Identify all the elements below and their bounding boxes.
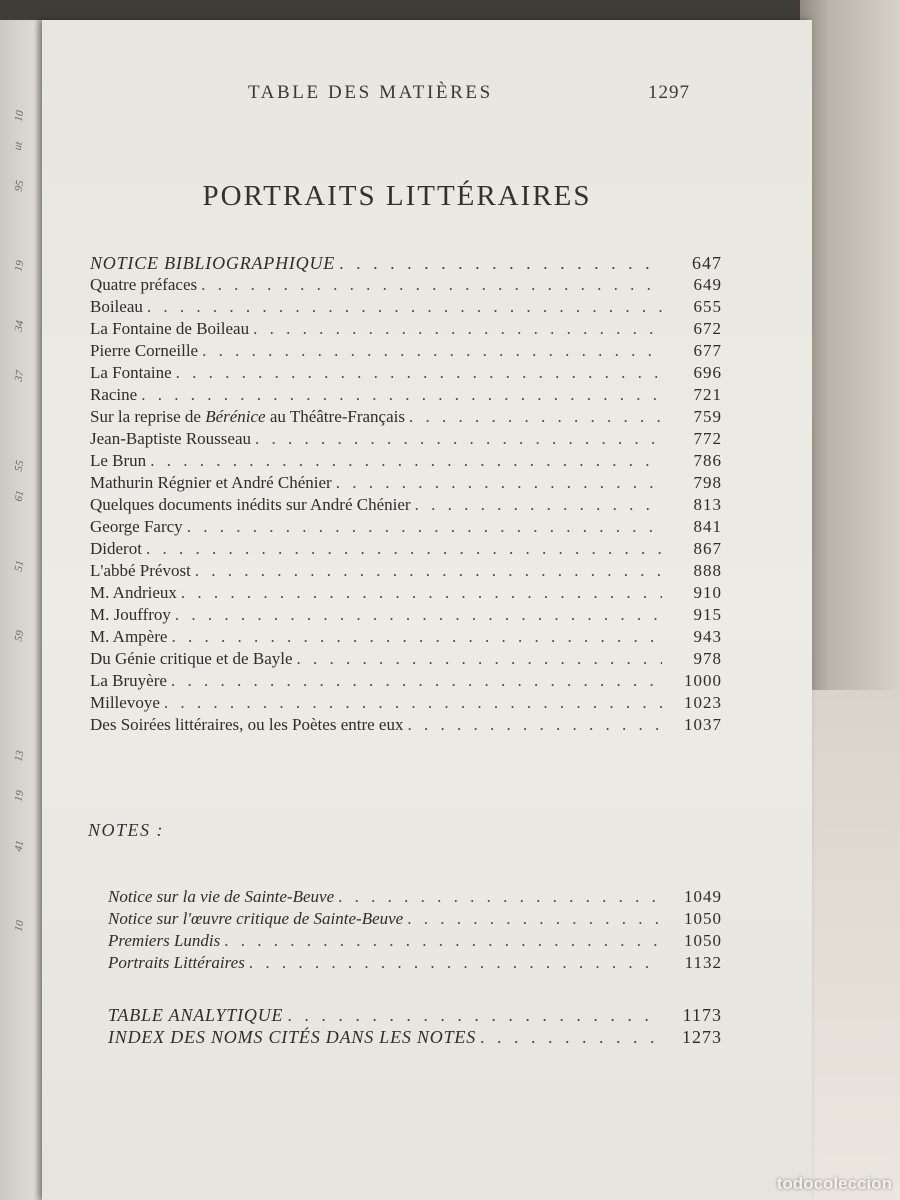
dot-leader <box>287 1004 662 1026</box>
label-text: au Théâtre-Français <box>265 407 405 426</box>
toc-row <box>90 692 722 714</box>
dot-leader <box>415 494 662 516</box>
toc-page: 649 <box>693 275 722 294</box>
toc-label: Du Génie critique et de Bayle <box>90 649 293 668</box>
toc-page: 696 <box>693 363 722 382</box>
toc-label: Diderot <box>90 539 142 558</box>
toc-row <box>108 952 722 974</box>
toc-row <box>90 560 722 582</box>
toc-row <box>90 406 722 428</box>
toc-page: 647 <box>692 253 722 273</box>
dot-leader <box>338 886 662 908</box>
dot-leader <box>164 692 662 714</box>
dot-leader <box>297 648 662 670</box>
toc-label: Quelques documents inédits sur André Chénier <box>90 495 411 514</box>
notes-heading: NOTES : <box>88 820 165 840</box>
toc-page: 910 <box>693 583 722 602</box>
label-text: Sur la reprise de <box>90 407 206 426</box>
dot-leader <box>187 516 662 538</box>
page-number: 1297 <box>648 82 690 103</box>
dot-leader <box>407 908 662 930</box>
toc-label: M. Ampère <box>90 627 168 646</box>
facing-page-edge: 10 ut 95 19 34 37 55 61 51 59 13 19 41 10 <box>0 20 48 1200</box>
dot-leader <box>201 274 662 296</box>
toc-row <box>90 714 722 736</box>
dot-leader <box>146 538 662 560</box>
toc-page: 798 <box>693 473 722 492</box>
toc-row <box>90 450 722 472</box>
toc-row <box>90 318 722 340</box>
section-title: PORTRAITS LITTÉRAIRES <box>202 180 592 212</box>
dot-leader <box>147 296 662 318</box>
toc-page: 677 <box>693 341 722 360</box>
toc-row <box>108 1026 722 1048</box>
toc-label <box>90 406 409 428</box>
toc-page: 1273 <box>682 1027 722 1047</box>
toc-page: 786 <box>693 451 722 470</box>
toc-label: M. Jouffroy <box>90 605 171 624</box>
toc-page: 1037 <box>684 715 722 734</box>
dot-leader <box>181 582 662 604</box>
dot-leader <box>175 604 662 626</box>
toc-row <box>108 908 722 930</box>
toc-row <box>90 274 722 296</box>
watermark-logo: todocoleccion <box>776 1174 892 1193</box>
toc-label: Notice sur l'œuvre critique de Sainte-Beuve <box>108 909 404 928</box>
toc-page: 1050 <box>684 931 722 950</box>
toc-row <box>90 296 722 318</box>
toc-page: 978 <box>693 649 722 668</box>
dot-leader <box>141 384 662 406</box>
dot-leader <box>407 714 662 736</box>
toc-page: 813 <box>693 495 722 514</box>
toc-page: 1000 <box>684 671 722 690</box>
toc-label: Le Brun <box>90 451 147 470</box>
toc-page: 1173 <box>682 1005 722 1025</box>
dot-leader <box>339 252 662 274</box>
toc-page: 915 <box>693 605 722 624</box>
toc-row <box>108 886 722 908</box>
dot-leader <box>253 318 662 340</box>
dot-leader <box>224 930 662 952</box>
toc-page: 888 <box>693 561 722 580</box>
toc-page: 841 <box>693 517 722 536</box>
dot-leader <box>202 340 662 362</box>
toc-row <box>90 626 722 648</box>
toc-label: Portraits Littéraires <box>108 953 245 972</box>
table-of-contents <box>42 20 812 1200</box>
toc-label: Notice sur la vie de Sainte-Beuve <box>108 887 335 906</box>
dot-leader <box>255 428 662 450</box>
toc-label: Pierre Corneille <box>90 341 199 360</box>
toc-row <box>90 582 722 604</box>
toc-label: George Farcy <box>90 517 183 536</box>
toc-page: 655 <box>693 297 722 316</box>
toc-row <box>90 670 722 692</box>
toc-label: Quatre préfaces <box>90 275 198 294</box>
toc-page: 721 <box>693 385 722 404</box>
toc-label: NOTICE BIBLIOGRAPHIQUE <box>90 253 336 273</box>
toc-row <box>90 648 722 670</box>
toc-label: M. Andrieux <box>90 583 177 602</box>
toc-label: Millevoye <box>90 693 160 712</box>
book-page <box>42 20 812 1200</box>
background-right-lower <box>800 690 900 1200</box>
toc-page: 772 <box>693 429 722 448</box>
toc-row <box>90 340 722 362</box>
toc-label: Jean-Baptiste Rousseau <box>90 429 251 448</box>
toc-label: La Fontaine <box>90 363 172 382</box>
toc-page: 1050 <box>684 909 722 928</box>
dot-leader <box>480 1026 662 1048</box>
dot-leader <box>249 952 662 974</box>
toc-label: TABLE ANALYTIQUE <box>108 1005 284 1025</box>
toc-label: Des Soirées littéraires, ou les Poètes entre eux <box>90 715 404 734</box>
toc-page: 1023 <box>684 693 722 712</box>
dot-leader <box>150 450 662 472</box>
toc-label: Racine <box>90 385 138 404</box>
toc-row <box>90 538 722 560</box>
toc-row <box>90 428 722 450</box>
dot-leader <box>176 362 662 384</box>
toc-page: 943 <box>693 627 722 646</box>
toc-row <box>108 1004 722 1026</box>
dot-leader <box>171 670 662 692</box>
toc-page: 672 <box>693 319 722 338</box>
toc-label: INDEX DES NOMS CITÉS DANS LES NOTES <box>108 1027 477 1047</box>
dot-leader <box>336 472 662 494</box>
toc-label: Mathurin Régnier et André Chénier <box>90 473 332 492</box>
toc-page: 867 <box>693 539 722 558</box>
dot-leader <box>171 626 662 648</box>
label-italic-title: Bérénice <box>205 407 266 426</box>
toc-row <box>90 604 722 626</box>
toc-page: 759 <box>693 407 722 426</box>
toc-row <box>90 384 722 406</box>
toc-row <box>90 516 722 538</box>
toc-page: 1049 <box>684 887 722 906</box>
toc-label: La Fontaine de Boileau <box>90 319 250 338</box>
toc-label: La Bruyère <box>90 671 167 690</box>
toc-row <box>90 472 722 494</box>
toc-label: Boileau <box>90 297 143 316</box>
dot-leader <box>195 560 662 582</box>
toc-row <box>108 930 722 952</box>
toc-row <box>90 494 722 516</box>
dot-leader <box>409 406 662 428</box>
toc-row <box>90 252 722 274</box>
toc-page: 1132 <box>684 953 722 972</box>
toc-label: L'abbé Prévost <box>90 561 191 580</box>
toc-row <box>90 362 722 384</box>
toc-label: Premiers Lundis <box>108 931 221 950</box>
running-title: TABLE DES MATIÈRES <box>248 82 493 103</box>
